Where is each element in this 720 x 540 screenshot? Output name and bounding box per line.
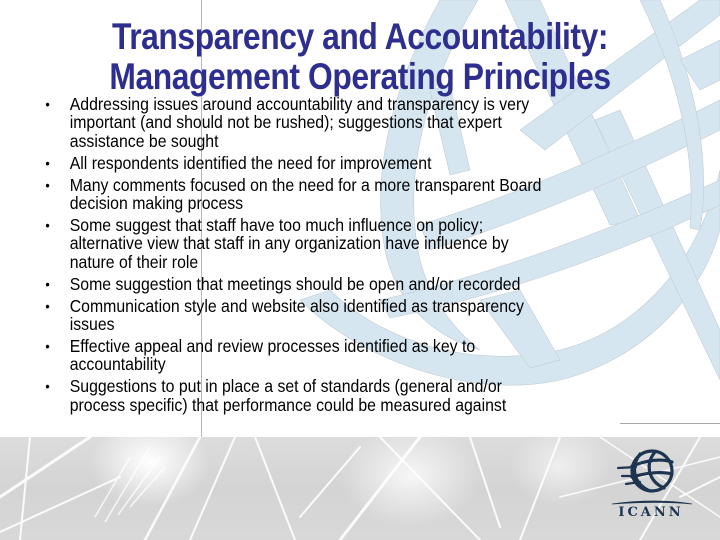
- bullet-text-line: process specific) that performance could be measured against: [69, 394, 507, 415]
- bullet-text-line: Suggestions to put in place a set of standards (general and/or: [69, 376, 502, 397]
- bullet-item: [40, 176, 670, 213]
- bullet-text-line: Effective appeal and review processes identified as key to: [69, 335, 476, 356]
- bullet-item: [40, 297, 670, 334]
- icann-logo-text: ICANN: [618, 505, 684, 520]
- title-line-2: Management Operating Principles: [109, 56, 611, 97]
- bullet-icon: •: [45, 154, 50, 171]
- bullet-item: [40, 275, 670, 293]
- bullet-item: [40, 216, 670, 271]
- bullet-text-line: assistance be sought: [69, 130, 219, 151]
- bullet-icon: •: [45, 176, 50, 193]
- bullet-text-line: All respondents identified the need for improvement: [69, 152, 432, 173]
- bullet-text-line: alternative view that staff in any organization have influence by: [69, 233, 509, 254]
- bullet-icon: •: [45, 96, 50, 112]
- bullet-icon: •: [45, 337, 50, 354]
- bullet-text-line: Addressing issues around accountability and transparency is very: [69, 94, 530, 114]
- bullet-item: [40, 377, 670, 414]
- bullet-item: [40, 154, 670, 172]
- bullet-text-line: Communication style and website also identified as transparency: [69, 295, 524, 316]
- bullet-text-line: accountability: [69, 354, 166, 375]
- bullet-text-line: nature of their role: [69, 251, 199, 272]
- bullet-text-line: issues: [69, 313, 115, 334]
- bullet-item: [40, 337, 670, 374]
- horizontal-rule: [620, 423, 720, 424]
- bullet-text-line: Some suggestion that meetings should be open and/or recorded: [69, 273, 521, 294]
- bullet-text-line: Many comments focused on the need for a more transparent Board: [69, 174, 542, 195]
- bullet-text-line: important (and should not be rushed); suggestions that expert: [69, 112, 502, 133]
- bullet-icon: •: [45, 275, 50, 292]
- bullet-icon: •: [45, 297, 50, 314]
- bullet-icon: •: [45, 216, 50, 233]
- bullet-text-line: Some suggest that staff have too much influence on policy;: [69, 214, 484, 235]
- title-line-1: Transparency and Accountability:: [111, 16, 609, 57]
- slide-title: [102, 17, 618, 97]
- bullet-item: [40, 95, 670, 150]
- bullet-icon: •: [45, 378, 50, 395]
- bullet-text-line: decision making process: [69, 193, 244, 214]
- bullet-list: [40, 95, 670, 418]
